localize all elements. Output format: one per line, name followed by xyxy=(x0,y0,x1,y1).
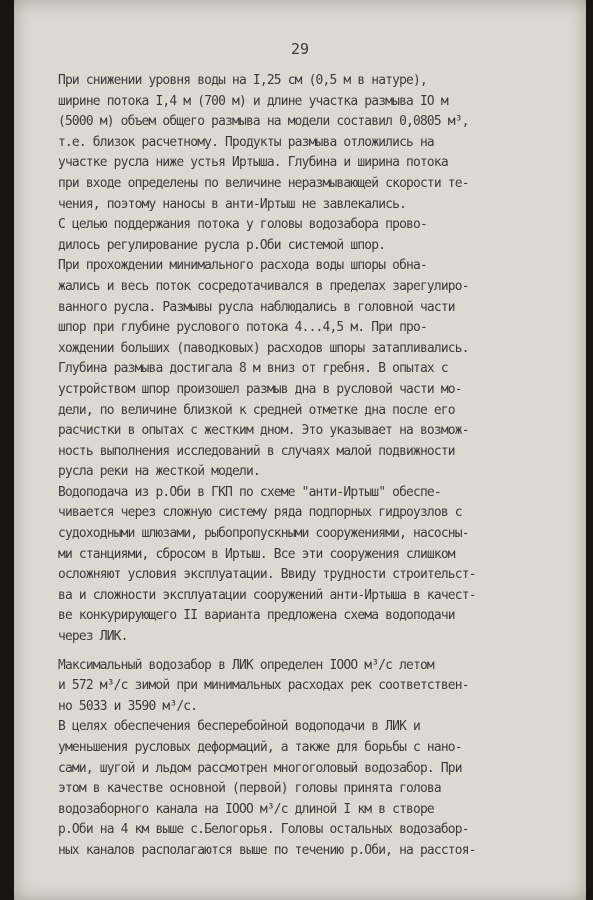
text-line: ва и сложности эксплуатации сооружений анти-Иртыша в качест- xyxy=(58,587,476,603)
text-line: русла реки на жесткой модели. xyxy=(58,464,260,480)
text-line: Водоподача из р.Оби в ГКП по схеме "анти-Иртыш" обеспе- xyxy=(58,484,441,500)
text-line: Глубина размыва достигала 8 м вниз от гребня. В опытах с xyxy=(58,361,448,377)
text-line: жались и весь поток сосредотачивался в пределах зарегулиро- xyxy=(58,278,469,294)
text-line: осложняют условия эксплуатации. Ввиду трудности строительст- xyxy=(58,567,476,583)
text-line: шпор при глубине руслового потока 4...4,5 м. При про- xyxy=(58,320,427,336)
text-line: дели, по величине близкой к средней отметке дна после его xyxy=(58,402,455,418)
text-line: и 572 м³/с зимой при минимальных расходах рек соответствен- xyxy=(58,678,469,694)
text-line: участке русла ниже устья Иртыша. Глубина и ширина потока xyxy=(58,155,448,171)
text-line: ванного русла. Размывы русла наблюдались в головной части xyxy=(58,299,455,315)
text-line: т.е. близок расчетному. Продукты размыва отложились на xyxy=(58,134,434,150)
text-line: чения, поэтому наносы в анти-Иртыш не завлекались. xyxy=(58,196,407,212)
text-line: водозаборного канала на IOOO м³/с длиной I км в створе xyxy=(58,801,434,817)
document-page xyxy=(14,0,586,900)
text-line: хождении больших (паводковых) расходов шпоры затапливались. xyxy=(58,340,469,356)
text-line: (5000 м) объем общего размыва на модели составил 0,0805 м³, xyxy=(58,114,469,130)
text-line: устройством шпор произошел размыв дна в русловой части мо- xyxy=(58,381,462,397)
text-line: р.Оби на 4 км выше с.Белогорья. Головы остальных водозабор- xyxy=(58,822,469,838)
text-line: расчистки в опытах с жестким дном. Это указывает на возмож- xyxy=(58,423,469,439)
text-line: уменьшения русловых деформаций, а также для борьбы с нано- xyxy=(58,740,462,755)
text-line: через ЛИК. xyxy=(58,629,128,645)
text-line: В целях обеспечения бесперебойной водоподачи в ЛИК и xyxy=(58,719,420,735)
text-line: но 5033 и 3590 м³/с. xyxy=(58,698,198,714)
text-line: сами, шугой и льдом рассмотрен многоголовый водозабор. При xyxy=(58,760,462,776)
text-line: судоходными шлюзами, рыбопропускными сооружениями, насосны- xyxy=(58,526,469,542)
text-line: ве конкурирующего II варианта предложена схема водоподачи xyxy=(58,608,455,624)
text-line: чивается через сложную систему ряда подпорных гидроузлов с xyxy=(58,505,462,521)
text-line: ми станциями, сбросом в Иртыш. Все эти сооружения слишком xyxy=(58,546,455,562)
text-line: дилось регулирование русла р.Оби системой шпор. xyxy=(58,237,386,253)
text-line: При снижении уровня воды на I,25 см (0,5 м в натуре), xyxy=(58,73,427,88)
page-number: 29 xyxy=(290,40,310,58)
text-line: ных каналов располагаются выше по течению р.Оби, на расстоя- xyxy=(58,842,476,858)
text-line: ширине потока I,4 м (700 м) и длине участка размыва IO м xyxy=(58,93,448,109)
text-line: Максимальный водозабор в ЛИК определен IOOO м³/с летом xyxy=(58,657,434,673)
text-line: этом в качестве основной (первой) головы принята голова xyxy=(58,781,441,797)
text-line: При прохождении минимального расхода воды шпоры обна- xyxy=(58,258,427,274)
text-line: С целью поддержания потока у головы водозабора прово- xyxy=(58,217,427,233)
body-text xyxy=(58,71,578,862)
text-line: ность выполнения исследований в случаях малой подвижности xyxy=(58,443,455,459)
text-line: при входе определены по величине неразмывающей скорости те- xyxy=(58,175,469,191)
